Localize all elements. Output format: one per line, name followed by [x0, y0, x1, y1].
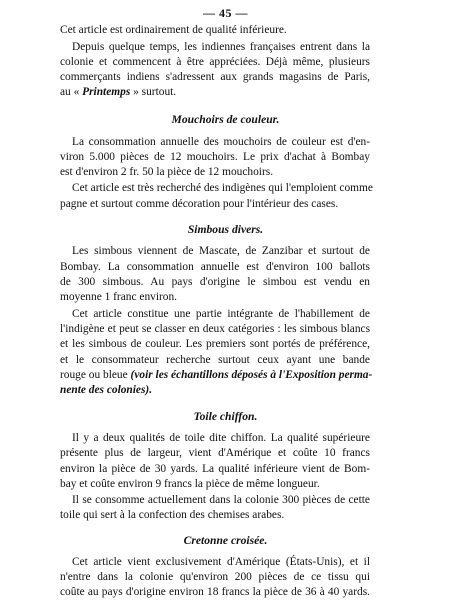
intro-line-4: commerçants indiens s'adressent aux grands magasins de Paris, — [60, 71, 370, 83]
simbous-line-9-prefix: rouge ou bleue — [60, 369, 131, 381]
page-number: — 45 — — [203, 6, 248, 20]
toile-line-2: présente plus de largeur, vient d'Amérique et coûte 10 francs — [60, 447, 370, 459]
mouchoirs-line-4: Cet article est très recherché des indigènes qui l'emploient comme — [72, 182, 373, 194]
simbous-line-2: Bombay. La consommation annuelle est d'environ 100 ballots — [60, 261, 370, 273]
simbous-line-10 — [60, 384, 370, 397]
simbous-line-1: Les simbous viennent de Mascate, de Zanzibar et surtout de — [72, 245, 370, 257]
intro-line-5-suffix: » surtout. — [130, 86, 177, 98]
toile-line-4: bay et coûte environ 9 francs la pièce de même longueur. — [60, 478, 320, 490]
simbous-line-5: Cet article constitue une partie intégrante de l'habillement de — [72, 308, 370, 320]
exposition-note: (voir les échantillons déposés à l'Exposition perma- — [130, 369, 373, 381]
cretonne-line-2: n'entre dans la colonie qu'environ 200 pièces de ce tissu qui — [60, 571, 370, 583]
simbous-line-9 — [60, 369, 373, 382]
heading-cretonne: Cretonne croisée. — [183, 534, 268, 547]
mouchoirs-line-5: pagne et surtout comme décoration pour l'intérieur des cases. — [60, 198, 339, 210]
intro-line-2: Depuis quelque temps, les indiennes françaises entrent dans la — [72, 41, 370, 53]
heading-mouchoirs: Mouchoirs de couleur. — [171, 113, 280, 126]
toile-line-1: Il y a deux qualités de toile dite chiffon. La qualité supérieure — [72, 432, 370, 444]
simbous-line-6: l'indigène et peut se classer en deux catégories : les simbous blancs — [60, 323, 370, 335]
toile-line-6: toile qui sert à la confection des chemises arabes. — [60, 509, 285, 521]
toile-line-3: environ la pièce de 30 yards. La qualité inférieure vient de Bom- — [60, 463, 370, 475]
exposition-note-end: nente des colonies). — [60, 384, 153, 396]
simbous-line-8: et le consommateur recherche surtout ceux ayant une bande — [60, 354, 370, 366]
mouchoirs-line-3: est d'environ 2 fr. 50 la pièce de 12 mouchoirs. — [60, 166, 274, 178]
intro-line-3: colonie et commencent à être appréciées. Déjà même, plusieurs — [60, 56, 370, 68]
cretonne-line-1: Cet article vient exclusivement d'Amérique (États-Unis), et il — [72, 556, 370, 568]
printemps-text: Printemps — [82, 86, 131, 98]
simbous-line-3: de 300 simbous. Au pays d'origine le simbou est vendu en — [60, 276, 370, 288]
heading-simbous: Simbous divers. — [187, 223, 264, 236]
toile-line-5: Il se consomme actuellement dans la colonie 300 pièces de cette — [72, 494, 370, 506]
intro-line-5-prefix: au « — [60, 86, 83, 98]
mouchoirs-line-2: viron 5.000 pièces de 12 mouchoirs. Le prix d'achat à Bombay — [60, 151, 370, 163]
cretonne-line-3: coûte au pays d'origine environ 18 francs la pièce de 36 à 40 yards. — [60, 586, 370, 598]
intro-line-1: Cet article est ordinairement de qualité inférieure. — [60, 24, 287, 36]
heading-toile-chiffon: Toile chiffon. — [193, 410, 258, 423]
simbous-line-4: moyenne 1 franc environ. — [60, 291, 178, 303]
intro-line-5 — [60, 86, 370, 99]
simbous-line-7: et les simbous de couleur. Les premiers sont portés de préférence, — [60, 338, 370, 350]
mouchoirs-line-1: La consommation annuelle des mouchoirs de couleur est d'en- — [72, 136, 370, 148]
